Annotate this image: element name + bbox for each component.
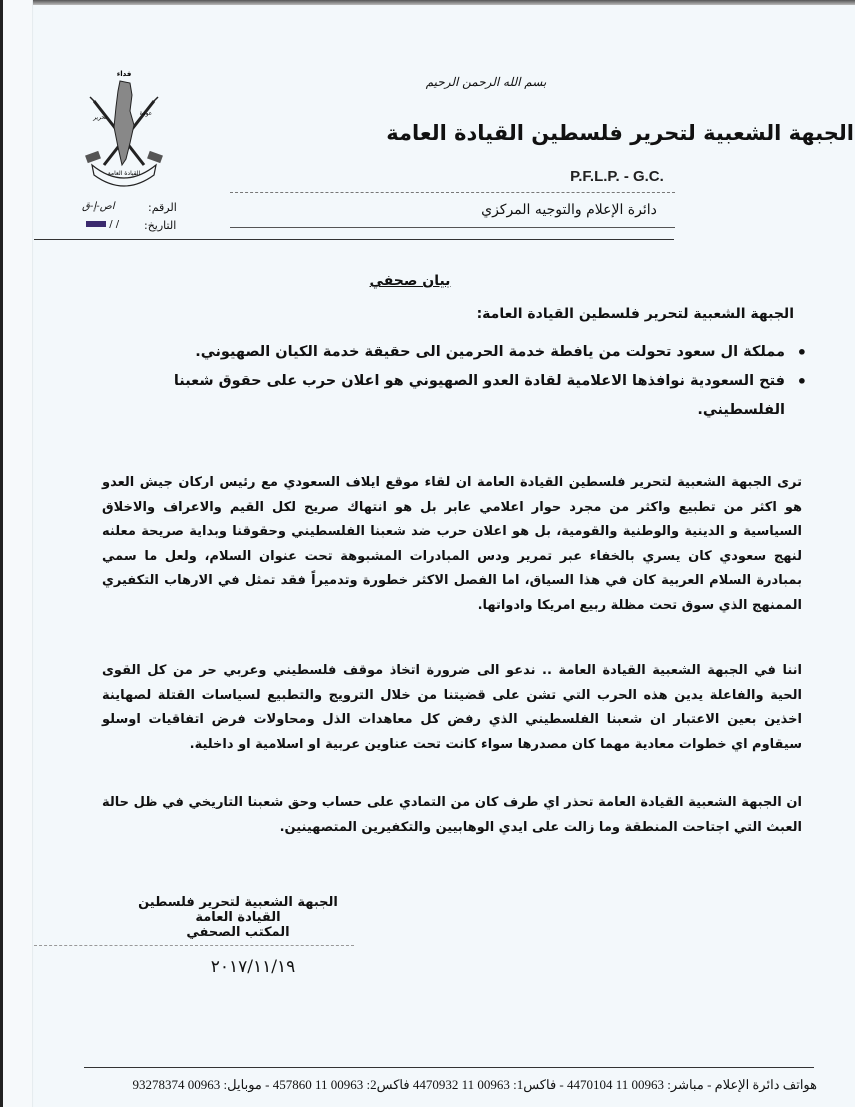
header-divider (230, 227, 675, 228)
scan-left-margin (3, 0, 33, 1107)
date-value (86, 219, 119, 230)
body-paragraph: ان الجبهة الشعبية القيادة العامة تحذر اي طرف كان من التمادي على حساب وحق شعبنا التاريخي في ظل حالة العبث التي اجتاحت المنطقة وما زالت على ايدي الوهابيين والتكفيرين المتصهينين. (102, 795, 802, 835)
redacted-mark (86, 221, 106, 227)
key-points-list (102, 338, 807, 425)
date-slashes: / / (109, 219, 120, 230)
reference-value: اص-إ-ق (82, 201, 115, 212)
logo-right-text: عودة (139, 110, 153, 117)
emblem-icon (84, 67, 164, 189)
header-main-divider (34, 239, 674, 240)
organization-name: الجبهة الشعبية لتحرير فلسطين القيادة العامة (386, 121, 854, 145)
organization-logo (84, 67, 164, 189)
signature-office: المكتب الصحفي (186, 925, 290, 940)
signature-organization: الجبهة الشعبية لتحرير فلسطين القيادة العامة (138, 895, 338, 925)
logo-left-text: تحرير (93, 114, 107, 121)
footer-contacts: هواتف دائرة الإعلام - مباشر: 00963 11 4470104 - فاكس1: 00963 11 4470932 فاكس2: 00963 11 457860 - موبايل: 00963 93278374 (132, 1077, 817, 1092)
intro-line: الجبهة الشعبية لتحرير فلسطين القيادة العامة: (476, 306, 794, 322)
key-point: • مملكة ال سعود تحولت من يافطة خدمة الحرمين الى حقيقة خدمة الكيان الصهيوني. (102, 338, 807, 367)
signature-date: ٢٠١٧/١١/١٩ (210, 957, 296, 977)
body-paragraph: اننا في الجبهة الشعبية القيادة العامة .. ندعو الى ضرورة اتخاذ موقف فلسطيني وعربي حر من كل القوى الحية والفاعلة يدين هذه الحرب التي تشن على قضيتنا من خلال الترويج والتطبيع لسياسات القتلة لصهاينة اخذين بعين الاعتبار ان شعبنا الفلسطيني الذي رفض كل معاهدات الذل ومحاولات فرض اتفاقيات اوسلو سيقاوم اي خطوات معادية مهما كان مصدرها سواء كانت تحت عناوين عربية او اسلامية او داخلية. (102, 663, 802, 752)
key-point: • فتح السعودية نوافذها الاعلامية لقادة العدو الصهيوني هو اعلان حرب على حقوق شعبنا الفلسطيني. (102, 367, 807, 425)
header-dotted-divider (230, 192, 675, 193)
document-page (34, 5, 855, 1107)
body-paragraph: ترى الجبهة الشعبية لتحرير فلسطين القيادة العامة ان لقاء موقع ايلاف السعودي مع رئيس اركان جيش العدو هو اكثر من تطبيع واكثر من مجرد حوار اعلامي عابر بل هو انتهاك صريح لكل القيم والاعراف والاخلاق السياسية و الدينية والوطنية والقومية، بل هو اعلان حرب ضد شعبنا الفلسطيني وحقوقنا وبداية صريحة معلنه لنهج سعودي كان يسري بالخفاء عبر تمرير ودس المبادرات المشبوهة تحت عنوان السلام، ولعل ما سمي بمبادرة السلام العربية كان في هذا السياق، اما الفصل الاكثر خطورة وتدميراً فقد تمثل في الارهاب التكفيري الممنهج الذي سوق تحت مظلة ربيع امريكا وادواتها. (102, 475, 802, 613)
logo-top-text: فداء (116, 70, 132, 78)
organization-acronym: P.F.L.P. - G.C. (570, 168, 664, 185)
date-label: التاريخ: (144, 219, 177, 232)
document-heading: بيان صحفي (369, 273, 451, 289)
signature-dotted-line (34, 945, 354, 946)
department-name: دائرة الإعلام والتوجيه المركزي (481, 202, 657, 218)
basmala: بسم الله الرحمن الرحيم (425, 75, 547, 89)
logo-banner-text: القيادة العامة (107, 170, 141, 177)
footer-divider (84, 1067, 814, 1068)
reference-label: الرقم: (148, 201, 177, 214)
